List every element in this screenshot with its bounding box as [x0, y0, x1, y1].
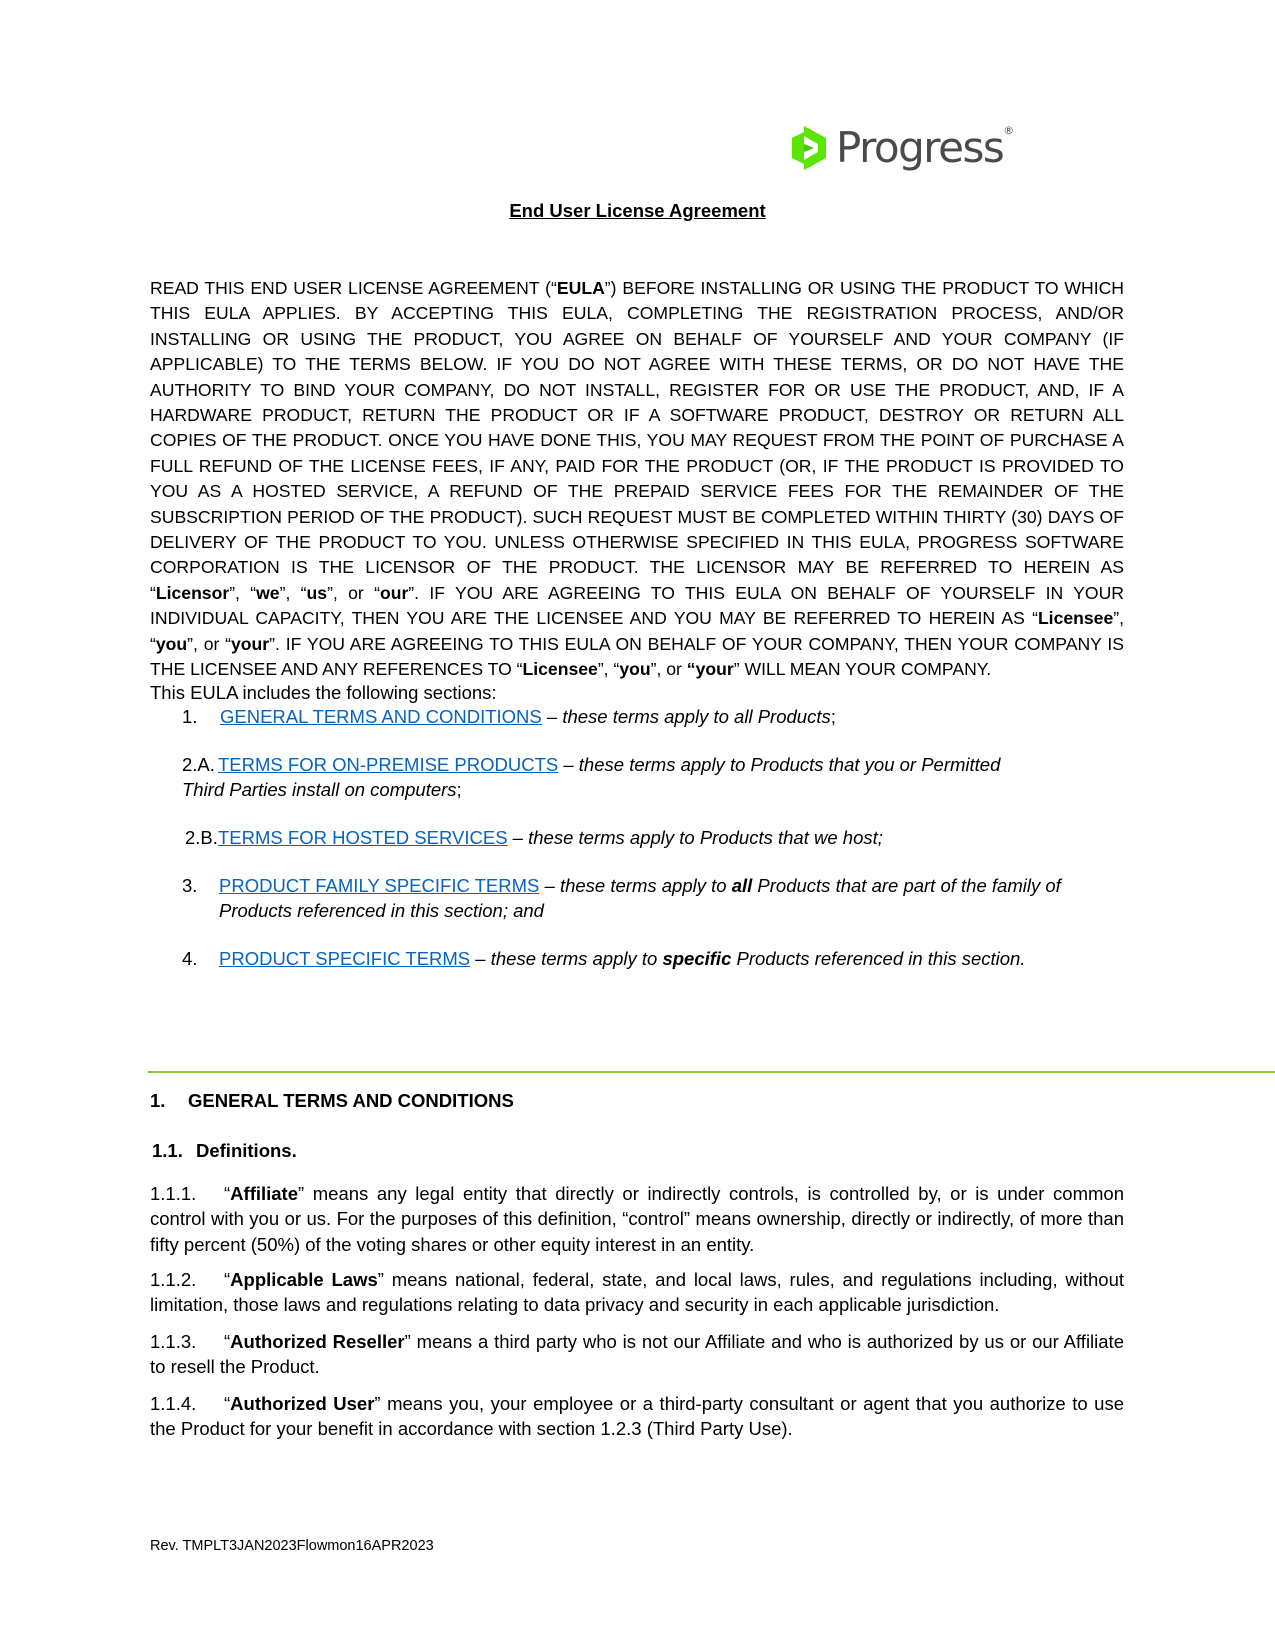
bold-term: you	[155, 633, 188, 654]
toc-separator: –	[507, 827, 529, 848]
toc-item-2a	[182, 752, 1042, 803]
toc-number: 2.B.	[185, 827, 218, 848]
text-run: these terms apply to	[559, 875, 732, 896]
definition-number: 1.1.4.	[150, 1393, 197, 1414]
text-run: ” means a third party who is not our Affiliate and who is authorized by us or our Affiliate to resell the Product.	[150, 1331, 1124, 1378]
document-title: End User License Agreement	[509, 200, 766, 221]
bold-term: Affiliate	[230, 1183, 299, 1204]
bold-term: Licensee	[522, 659, 598, 680]
section-title: GENERAL TERMS AND CONDITIONS	[188, 1090, 514, 1111]
bold-term: you	[619, 659, 651, 680]
text-run: ”, “	[279, 582, 307, 603]
toc-number: 4.	[182, 948, 198, 969]
definition-affiliate	[150, 1181, 1124, 1257]
text-run: “	[224, 1393, 231, 1414]
text-run: ” WILL MEAN YOUR COMPANY.	[733, 659, 992, 680]
text-run: ”) BEFORE INSTALLING OR USING THE PRODUCT TO WHICH THIS EULA APPLIES. BY ACCEPTING THIS EULA, COMPLETING THE REGISTRATION PROCESS, AND/OR INSTALLING OR USING THE PRODUCT, YOU AGREE ON BEHALF OF YOURSELF AND YOUR COMPANY (IF APPLICABLE) TO THE TERMS BELOW. IF YOU DO NOT AGREE WITH THESE TERMS, OR DO NOT HAVE THE AUTHORITY TO BIND YOUR COMPANY, DO NOT INSTALL, REGISTER FOR OR USE THE PRODUCT, AND, IF A HARDWARE PRODUCT, RETURN THE PRODUCT OR IF A SOFTWARE PRODUCT, DESTROY OR RETURN ALL COPIES OF THE PRODUCT. ONCE YOU HAVE DONE THIS, YOU MAY REQUEST FROM THE POINT OF PURCHASE A FULL REFUND OF THE LICENSE FEES, IF ANY, PAID FOR THE PRODUCT (OR, IF THE PRODUCT IS PROVIDED TO YOU AS A HOSTED SERVICE, A REFUND OF THE PREPAID SERVICE FEES FOR THE REMAINDER OF THE SUBSCRIPTION PERIOD OF THE PRODUCT). SUCH REQUEST MUST BE COMPLETED WITHIN THIRTY (30) DAYS OF DELIVERY OF THE PRODUCT TO YOU. UNLESS OTHERWISE SPECIFIED IN THIS EULA, PROGRESS SOFTWARE CORPORATION IS THE LICENSOR OF THE PRODUCT. THE LICENSOR MAY BE REFERRED TO HEREIN AS “	[150, 278, 1125, 603]
text-run: “	[224, 1269, 231, 1290]
toc-item-1	[182, 704, 1062, 729]
text-run: Products that are part of the family of Products referenced in this section; and	[219, 875, 1061, 922]
section-divider	[148, 1071, 1275, 1073]
sections-lead: This EULA includes the following sections:	[150, 682, 497, 703]
toc-separator: –	[470, 948, 491, 969]
text-run: these terms apply to Products that we host;	[528, 827, 883, 848]
subsection-number: 1.1.	[152, 1140, 183, 1161]
text-run: these terms apply to	[490, 948, 663, 969]
section-heading	[150, 1090, 514, 1112]
bold-term: your	[231, 633, 270, 654]
toc-number: 2.A.	[182, 754, 215, 775]
subsection-title: Definitions.	[196, 1140, 297, 1161]
bold-term: Licensor	[155, 582, 230, 603]
text-run: ”, or “	[187, 633, 232, 654]
section-number: 1.	[150, 1090, 166, 1111]
progress-mark-icon	[792, 126, 830, 170]
intro-paragraph	[150, 276, 1124, 683]
text-run: READ THIS END USER LICENSE AGREEMENT (“	[150, 278, 557, 298]
text-run: “	[224, 1331, 231, 1352]
bold-term: we	[256, 582, 280, 603]
bold-term: EULA	[556, 278, 605, 298]
toc-separator: –	[539, 875, 560, 896]
toc-link-hosted-services[interactable]: TERMS FOR HOSTED SERVICES	[218, 827, 508, 848]
bold-term: us	[306, 582, 328, 603]
bold-term: all	[731, 875, 753, 896]
toc-link-product-specific[interactable]: PRODUCT SPECIFIC TERMS	[219, 948, 471, 969]
toc-item-3	[182, 873, 1079, 924]
bold-term: Licensee	[1037, 608, 1114, 629]
bold-term: Applicable Laws	[230, 1269, 378, 1290]
text-run: ”, or “	[327, 582, 380, 603]
text-run: Products referenced in this section.	[731, 948, 1026, 969]
text-run: ”. IF YOU ARE AGREEING TO THIS EULA ON BEHALF OF YOUR COMPANY, THEN YOUR COMPANY IS THE LICENSEE AND ANY REFERENCES TO “	[150, 633, 1124, 680]
text-run: these terms apply to all Products	[562, 706, 831, 727]
toc-number: 3.	[182, 875, 198, 896]
text-run: ” means national, federal, state, and local laws, rules, and regulations including, without limitation, those laws and regulations relating to data privacy and security in each applicable jurisdiction.	[150, 1269, 1124, 1316]
toc-link-general-terms[interactable]: GENERAL TERMS AND CONDITIONS	[220, 706, 542, 727]
progress-logo	[792, 123, 1013, 172]
text-run: “	[224, 1183, 231, 1204]
toc-item-4	[182, 946, 1062, 971]
toc-tail: ;	[456, 779, 462, 801]
bold-term: Authorized Reseller	[230, 1331, 405, 1352]
text-run: ”, or	[650, 659, 687, 680]
toc-separator: –	[558, 754, 579, 775]
toc-description	[562, 706, 830, 727]
toc-item-2b	[185, 825, 1065, 850]
text-run: ” means you, your employee or a third-party consultant or agent that you authorize to use the Product for your benefit in accordance with section 1.2.3 (Third Party Use).	[150, 1393, 1124, 1440]
bold-term: specific	[662, 948, 732, 969]
logo-wordmark: Progress®	[836, 123, 1013, 172]
text-run: ”, “	[229, 582, 257, 603]
toc-description	[528, 827, 883, 848]
toc-number: 1.	[182, 706, 198, 727]
definition-authorized-reseller	[150, 1329, 1124, 1380]
toc-description	[491, 948, 1026, 969]
registered-mark: ®	[1003, 124, 1013, 137]
definition-applicable-laws	[150, 1267, 1124, 1318]
toc-separator: –	[541, 706, 563, 727]
definition-number: 1.1.3.	[150, 1331, 197, 1352]
text-run: ”, “	[150, 608, 1124, 654]
text-run: ”. IF YOU ARE AGREEING TO THIS EULA ON BEHALF OF YOURSELF IN YOUR INDIVIDUAL CAPACITY, THEN YOU ARE THE LICENSEE AND YOU MAY BE REFERRED TO HEREIN AS “	[150, 582, 1125, 629]
toc-tail: ;	[830, 706, 836, 727]
definition-authorized-user	[150, 1391, 1124, 1442]
definition-number: 1.1.1.	[150, 1183, 197, 1204]
toc-link-on-premise[interactable]: TERMS FOR ON-PREMISE PRODUCTS	[218, 754, 559, 775]
bold-term: Authorized User	[230, 1393, 375, 1414]
toc-link-product-family[interactable]: PRODUCT FAMILY SPECIFIC TERMS	[219, 875, 540, 896]
revision-footer: Rev. TMPLT3JAN2023Flowmon16APR2023	[150, 1538, 434, 1554]
text-run: ”, “	[597, 659, 620, 680]
subsection-heading	[152, 1140, 297, 1162]
bold-term: our	[379, 582, 409, 603]
definition-number: 1.1.2.	[150, 1269, 197, 1290]
text-run: ” means any legal entity that directly or indirectly controls, is controlled by, or is under common control with you or us. For the purposes of this definition, “control” means ownership, directly or indirectly, of more than fifty percent (50%) of the voting shares or other equity interest in an entity.	[150, 1183, 1124, 1255]
text-run: these terms apply to Products that you or Permitted Third Parties install on computers	[182, 754, 1001, 801]
bold-term: “your	[686, 659, 734, 680]
